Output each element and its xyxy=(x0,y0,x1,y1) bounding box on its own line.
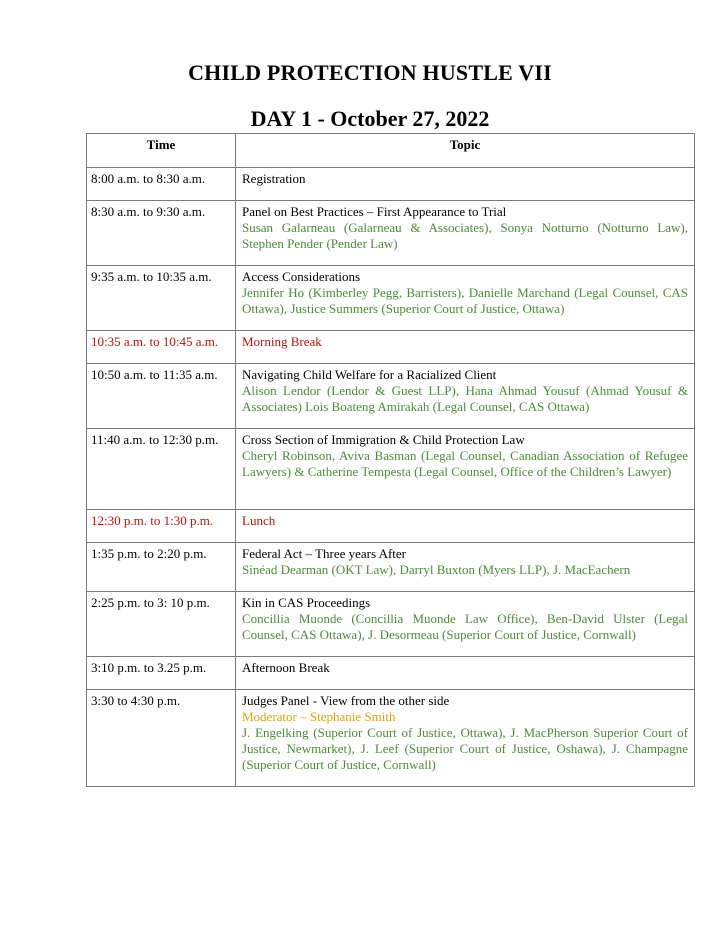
session-speakers: Jennifer Ho (Kimberley Pegg, Barristers), Danielle Marchand (Legal Counsel, CAS Ottawa), Justice Summers (Superior Court of Justice, Ottawa) xyxy=(242,285,688,316)
day-heading: DAY 1 - October 27, 2022 xyxy=(250,106,490,131)
table-row xyxy=(87,266,695,331)
session-speakers: Alison Lendor (Lendor & Guest LLP), Hana Ahmad Yousuf (Ahmad Yousuf & Associates) Lois Boateng Amirakah (Legal Counsel, CAS Ottawa) xyxy=(242,383,688,414)
session-topic-cell xyxy=(236,690,695,787)
session-moderator: Moderator – Stephanie Smith xyxy=(242,709,396,724)
session-time: 8:30 a.m. to 9:30 a.m. xyxy=(87,201,236,266)
session-topic: Federal Act – Three years After xyxy=(242,546,406,561)
session-topic-cell xyxy=(236,266,695,331)
document-title: CHILD PROTECTION HUSTLE VII xyxy=(188,60,552,85)
session-topic: Registration xyxy=(242,171,306,186)
session-speakers: J. Engelking (Superior Court of Justice, Ottawa), J. MacPherson Superior Court of Justice, Newmarket), J. Leef (Superior Court of Justice, Oshawa), J. Champagne (Superior Court of Justice, Cornwall) xyxy=(242,725,688,772)
session-topic-cell xyxy=(236,168,695,201)
session-time: 12:30 p.m. to 1:30 p.m. xyxy=(87,510,236,543)
session-time: 3:30 to 4:30 p.m. xyxy=(87,690,236,787)
table-row xyxy=(87,690,695,787)
session-topic-cell xyxy=(236,331,695,364)
schedule-table xyxy=(86,133,695,787)
table-row xyxy=(87,657,695,690)
table-row xyxy=(87,331,695,364)
session-time: 9:35 a.m. to 10:35 a.m. xyxy=(87,266,236,331)
session-time: 8:00 a.m. to 8:30 a.m. xyxy=(87,168,236,201)
table-row xyxy=(87,201,695,266)
session-time: 10:50 a.m. to 11:35 a.m. xyxy=(87,364,236,429)
session-speakers: Susan Galarneau (Galarneau & Associates), Sonya Notturno (Notturno Law), Stephen Pender (Pender Law) xyxy=(242,220,688,251)
session-topic: Navigating Child Welfare for a Racialized Client xyxy=(242,367,497,382)
session-time: 11:40 a.m. to 12:30 p.m. xyxy=(87,429,236,510)
session-topic: Kin in CAS Proceedings xyxy=(242,595,371,610)
table-row xyxy=(87,592,695,657)
table-header-row xyxy=(87,134,695,168)
session-speakers: Sinéad Dearman (OKT Law), Darryl Buxton (Myers LLP), J. MacEachern xyxy=(242,562,631,577)
session-topic-cell xyxy=(236,657,695,690)
session-topic: Morning Break xyxy=(242,334,322,349)
session-topic-cell xyxy=(236,364,695,429)
session-topic-cell xyxy=(236,592,695,657)
session-time: 10:35 a.m. to 10:45 a.m. xyxy=(87,331,236,364)
session-time: 1:35 p.m. to 2:20 p.m. xyxy=(87,543,236,592)
session-topic-cell xyxy=(236,510,695,543)
session-topic-cell xyxy=(236,543,695,592)
session-topic: Panel on Best Practices – First Appearance to Trial xyxy=(242,204,507,219)
session-topic: Cross Section of Immigration & Child Protection Law xyxy=(242,432,525,447)
table-row xyxy=(87,543,695,592)
table-row xyxy=(87,168,695,201)
session-time: 3:10 p.m. to 3.25 p.m. xyxy=(87,657,236,690)
table-row xyxy=(87,510,695,543)
session-topic-cell xyxy=(236,429,695,510)
session-topic: Afternoon Break xyxy=(242,660,330,675)
session-time: 2:25 p.m. to 3: 10 p.m. xyxy=(87,592,236,657)
session-topic: Lunch xyxy=(242,513,276,528)
table-row xyxy=(87,429,695,510)
topic-column-header: Topic xyxy=(236,134,695,168)
table-row xyxy=(87,364,695,429)
session-topic-cell xyxy=(236,201,695,266)
session-speakers: Cheryl Robinson, Aviva Basman (Legal Counsel, Canadian Association of Refugee Lawyers) & Catherine Tempesta (Legal Counsel, Office of the Children’s Lawyer) xyxy=(242,448,688,479)
session-topic: Access Considerations xyxy=(242,269,361,284)
session-speakers: Concillia Muonde (Concillia Muonde Law Office), Ben-David Ulster (Legal Counsel, CAS Ottawa), J. Desormeau (Superior Court of Justice, Cornwall) xyxy=(242,611,688,642)
session-topic: Judges Panel - View from the other side xyxy=(242,693,450,708)
time-column-header: Time xyxy=(87,134,236,168)
